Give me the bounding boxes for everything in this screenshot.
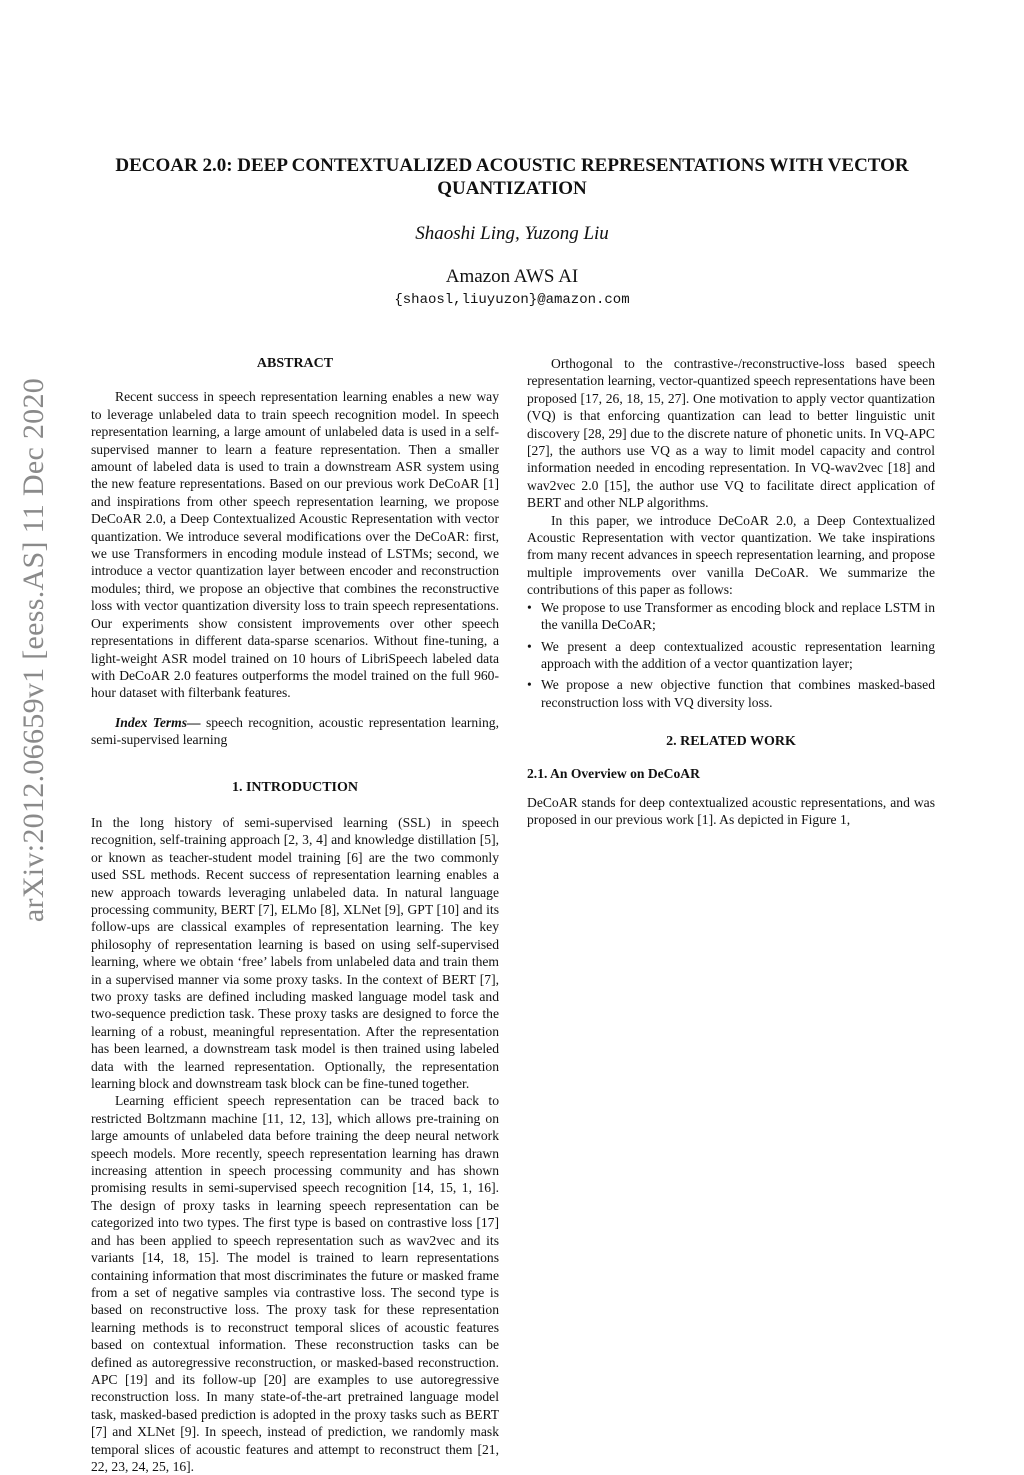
related-work-heading: 2. RELATED WORK xyxy=(666,734,796,750)
related-paragraph-1: DeCoAR stands for deep contextualized acoustic representations, and was proposed in our previous work [1]. As depicted in Figure 1, xyxy=(527,794,935,828)
arxiv-stamp: arXiv:2012.06659v1 [eess.AS] 11 Dec 2020 xyxy=(17,377,50,923)
affiliation: Amazon AWS AI xyxy=(445,266,579,287)
index-terms-label: Index Terms— xyxy=(115,714,201,730)
intro-paragraph-3: Orthogonal to the contrastive-/reconstructive-loss based speech representation learning, vector-quantized speech representations have been proposed [17, 26, 18, 15, 27]. One motivation to apply vector quantization (VQ) is that enforcing quantization can lead to better linguistic unit discovery [28, 29] due to the discrete nature of phonetic units. In VQ-APC [27], the authors use VQ as a way to limit model capacity and control information needed in encoding representation. In VQ-wav2vec [18] and wav2vec 2.0 [15], the author use VQ to facilitate direct application of BERT and other NLP algorithms. xyxy=(527,356,935,511)
paper-title: DECOAR 2.0: DEEP CONTEXTUALIZED ACOUSTIC REPRESENTATIONS WITH VECTOR QUANTIZATION xyxy=(115,155,909,199)
contribution-item: • We propose a new objective function that combines masked-based reconstruction loss with VQ diversity loss. xyxy=(527,676,935,711)
contributions-list xyxy=(527,599,935,711)
abstract-text: Recent success in speech representation learning enables a new way to leverage unlabeled data to train speech recognition model. In speech representation learning, a large amount of unlabeled data is used in a self-supervised manner to learn a feature representation. Then a smaller amount of labeled data is used to train a downstream ASR system using the new feature representations. Based on our previous work DeCoAR [1] and inspirations from other speech representation learning, we propose DeCoAR 2.0, a Deep Contextualized Acoustic Representation with vector quantization. We introduce several modifications over the DeCoAR: first, we use Transformers in encoding module instead of LSTMs; second, we introduce a vector quantization layer between encoder and reconstruction modules; third, we propose an objective that combines the reconstructive loss with vector quantization diversity loss to train speech representations. Our experiments show consistent improvements over other speech representations in different data-sparse scenarios. Without fine-tuning, a light-weight ASR model trained on 10 hours of LibriSpeech labeled data with DeCoAR 2.0 features outperforms the model trained on the full 960-hour dataset with filterbank features. xyxy=(91,389,499,701)
index-terms xyxy=(91,714,499,749)
left-column xyxy=(91,355,499,1475)
intro-paragraph-2: Learning efficient speech representation can be traced back to restricted Boltzmann machine [11, 12, 13], which allows pre-training on large amounts of unlabeled data before training the deep neural network speech models. More recently, speech representation learning has drawn increasing attention in speech processing community and has shown promising results in semi-supervised speech recognition [14, 15, 1, 16]. The design of proxy tasks in learning speech representation can be categorized into two types. The first type is based on contrastive loss [17] and has been applied to speech representation such as wav2vec and its variants [14, 18, 15]. The model is trained to learn representations containing information that most discriminates the future or masked frame from a set of negative samples via contrastive loss. The second type is based on reconstructive loss. The proxy task for these representation learning methods is to reconstruct temporal slices of acoustic features based on contextual information. These reconstruction tasks can be defined as autoregressive reconstruction, or masked-based reconstruction. APC [19] and its follow-up [20] are examples to use autoregressive reconstruction loss. In many state-of-the-art pretrained language model task, masked-based prediction is adopted in the proxy tasks such as BERT [7] and XLNet [9]. In speech, instead of prediction, we randomly mask temporal slices of acoustic features and attempt to reconstruct them [21, 22, 23, 24, 25, 16]. xyxy=(91,1093,499,1474)
intro-heading: 1. INTRODUCTION xyxy=(231,779,358,795)
contribution-item: • We present a deep contextualized acoustic representation learning approach with the addition of a vector quantization layer; xyxy=(527,638,935,673)
intro-paragraph-4: In this paper, we introduce DeCoAR 2.0, a Deep Contextualized Acoustic Representation with vector quantization. We take inspirations from many recent advances in speech representation learning, and propose multiple improvements over vanilla DeCoAR. We summarize the contributions of this paper as follows: xyxy=(527,512,935,598)
email: {shaosl,liuyuzon}@amazon.com xyxy=(394,292,630,308)
overview-subheading: 2.1. An Overview on DeCoAR xyxy=(527,765,700,781)
abstract-heading: ABSTRACT xyxy=(256,356,334,371)
right-column xyxy=(527,355,935,829)
index-terms-text: speech recognition, acoustic representation learning, semi-supervised learning xyxy=(91,714,499,748)
contribution-item: • We propose to use Transformer as encoding block and replace LSTM in the vanilla DeCoAR; xyxy=(527,599,935,634)
intro-paragraph-1: In the long history of semi-supervised learning (SSL) in speech recognition, self-training approach [2, 3, 4] and knowledge distillation [5], or known as teacher-student model training [6] are the two commonly used SSL methods. Recent success of representation learning enables a new approach towards leveraging unlabeled data. In natural language processing community, BERT [7], ELMo [8], XLNet [9], GPT [10] and its follow-ups are classical examples of representation learning. The key philosophy of representation learning is based on using self-supervised learning, where we obtain ‘free’ labels from unlabeled data and train them in a supervised manner via some proxy tasks. In the context of BERT [7], two proxy tasks are defined including masked language model task and two-sequence prediction task. These proxy tasks are designed to force the learning of a robust, meaningful representation. After the representation has been learned, a downstream task model is then trained using labeled data with the learned representation. Optionally, the representation learning block and downstream task block can be fine-tuned together. xyxy=(91,814,499,1092)
authors: Shaoshi Ling, Yuzong Liu xyxy=(415,223,609,244)
